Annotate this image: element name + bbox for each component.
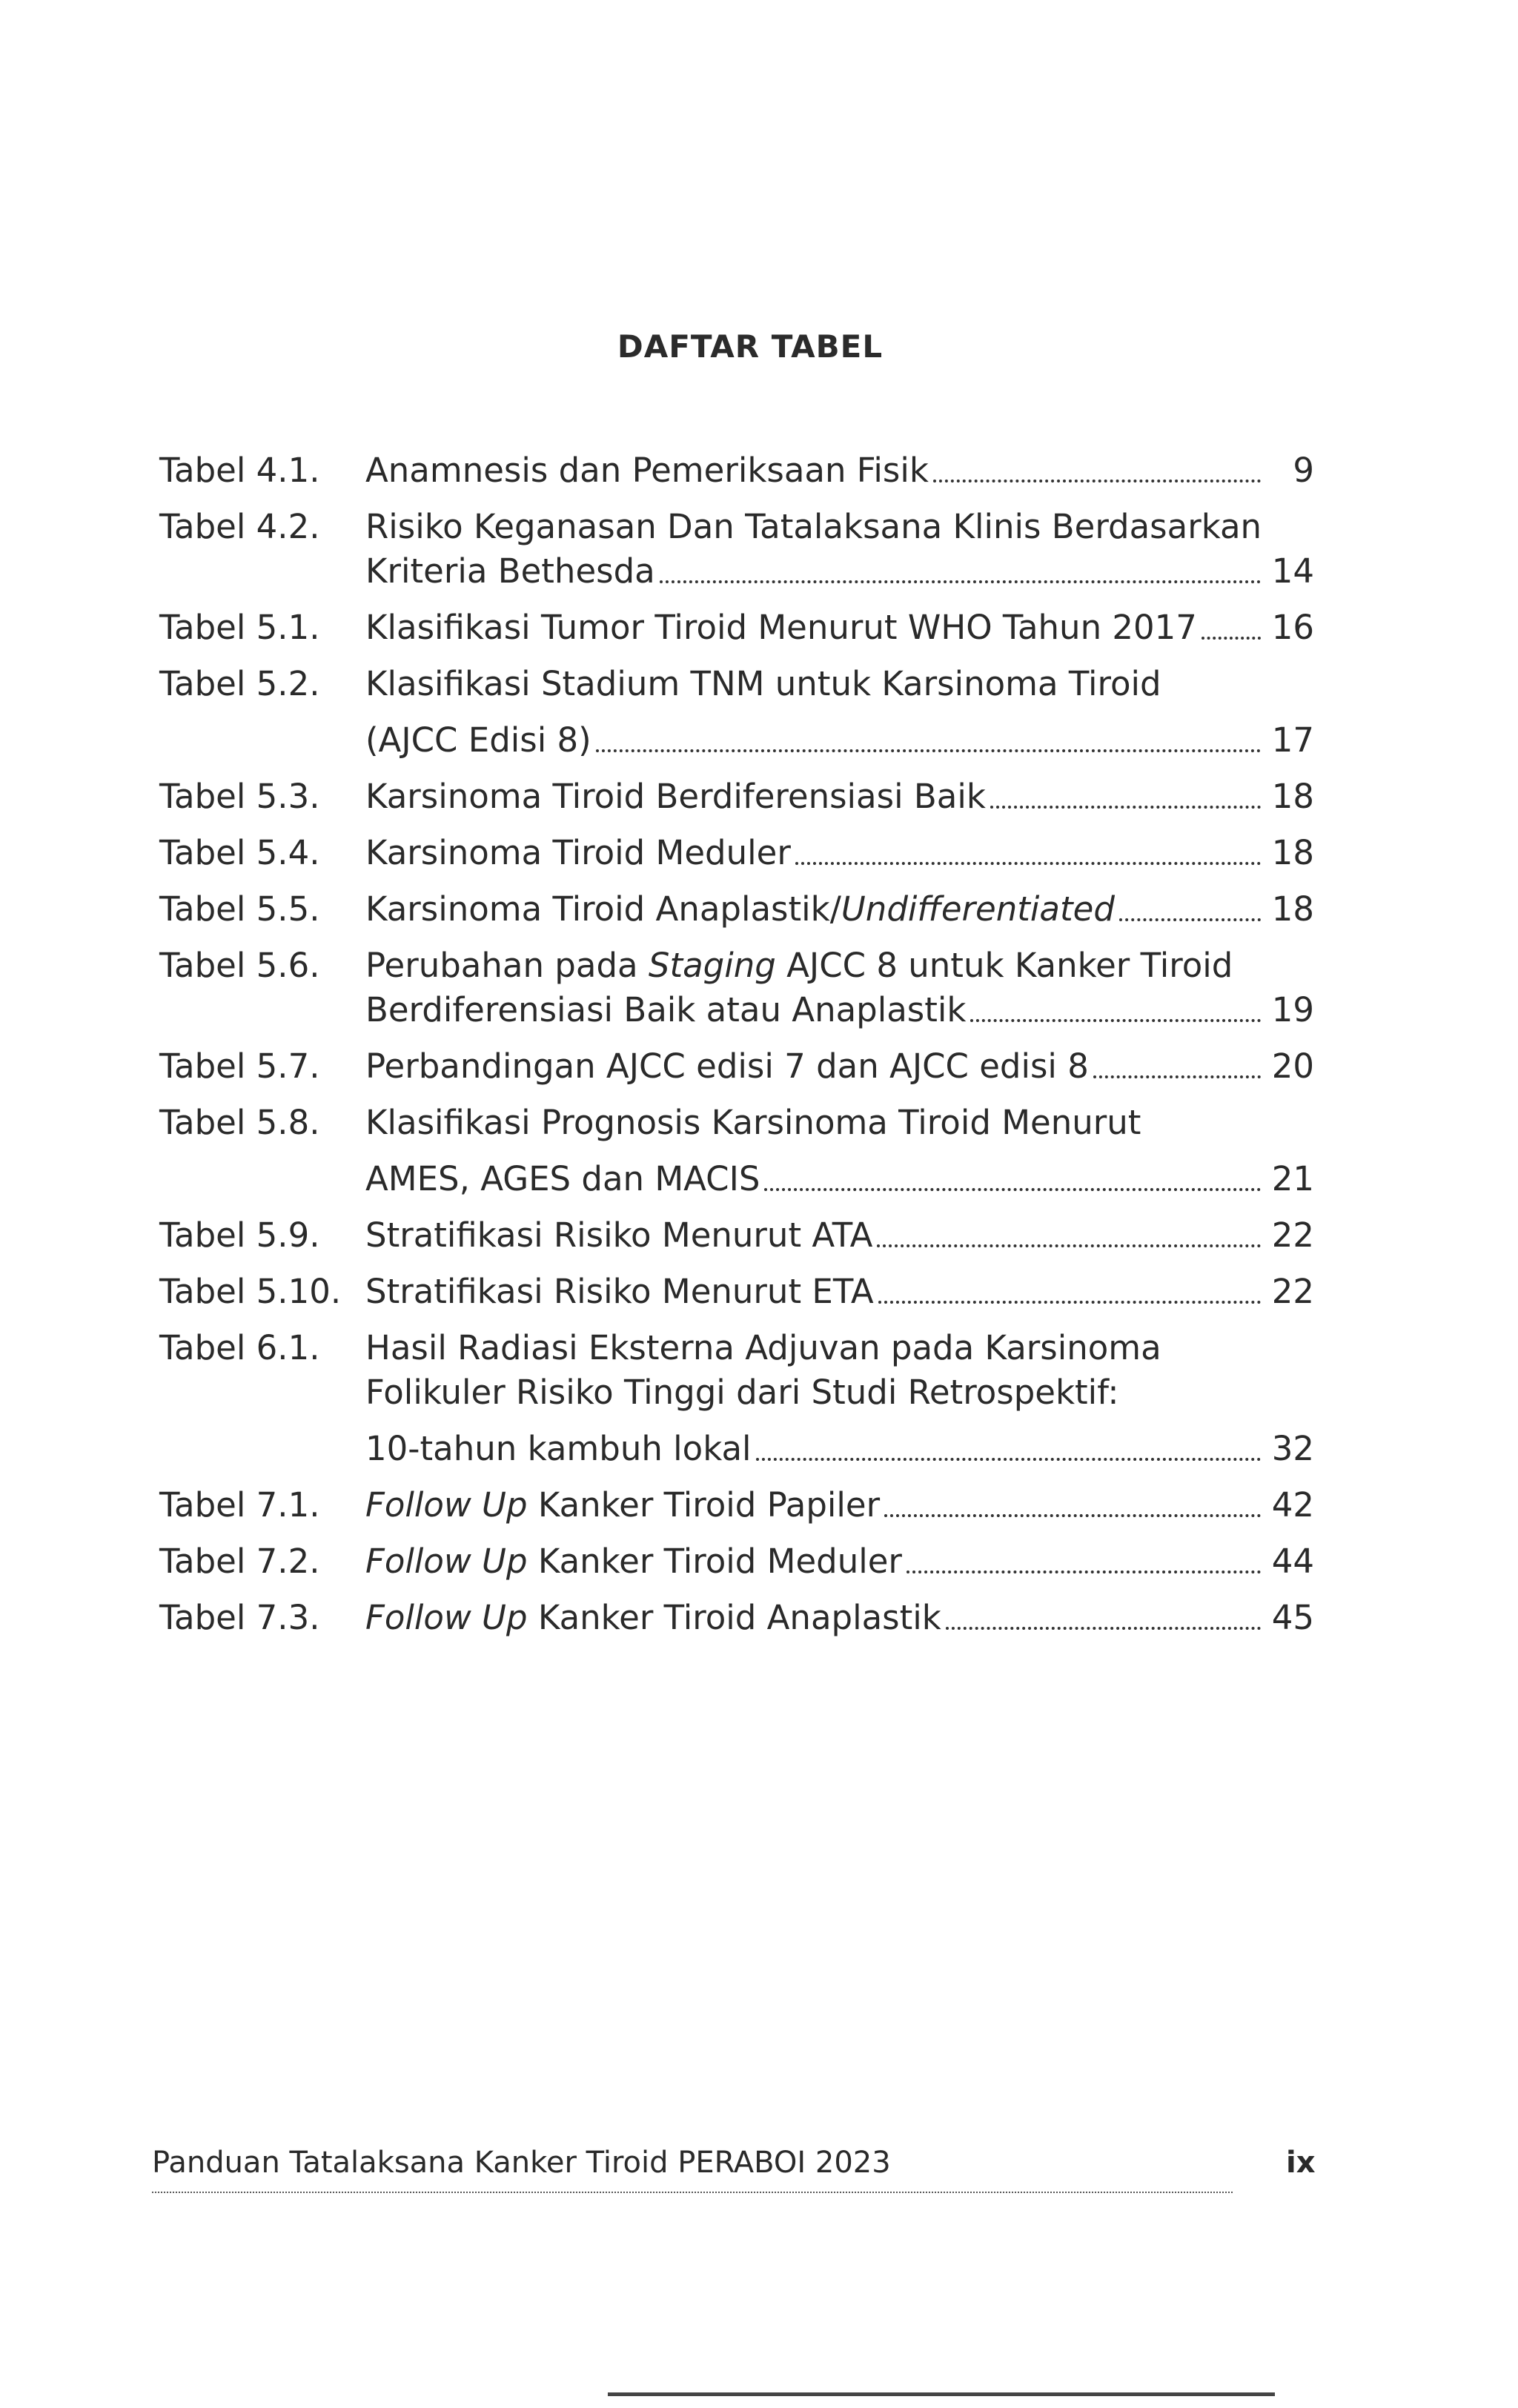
toc-entry[interactable] (0, 1539, 1518, 1584)
toc-entry-title-line: Risiko Keganasan Dan Tatalaksana Klinis Berdasarkan (365, 507, 1262, 546)
toc-entry-label: Tabel 6.1. (159, 1328, 320, 1367)
toc-entry-label: Tabel 5.4. (159, 833, 320, 872)
dot-leader (660, 580, 1261, 583)
toc-entry-title: Berdiferensiasi Baik atau Anaplastik (365, 990, 967, 1029)
toc-entry-title: Karsinoma Tiroid Anaplastik/Undifferentiated (365, 889, 1115, 929)
toc-entry-label: Tabel 5.9. (159, 1215, 320, 1255)
toc-entry-title: Stratifikasi Risiko Menurut ETA (365, 1272, 874, 1311)
toc-entry-label: Tabel 5.6. (159, 946, 320, 985)
toc-entry-page: 18 (1271, 777, 1314, 816)
toc-entry-label: Tabel 5.5. (159, 889, 320, 929)
toc-entry-title-line: Klasifikasi Stadium TNM untuk Karsinoma Tiroid (365, 664, 1161, 703)
toc-entry-title: Klasifikasi Tumor Tiroid Menurut WHO Tahun 2017 (365, 608, 1197, 647)
toc-entry[interactable] (0, 1044, 1518, 1089)
toc-entry-page: 18 (1271, 833, 1314, 872)
toc-entry[interactable] (0, 1596, 1518, 1640)
toc-entry[interactable] (0, 943, 1518, 1032)
toc-entry-title: Karsinoma Tiroid Berdiferensiasi Baik (365, 777, 986, 816)
toc-entry-title: 10-tahun kambuh lokal (365, 1429, 752, 1468)
page-number: ix (1286, 2146, 1316, 2180)
toc-entry-title-line: Perubahan pada Staging AJCC 8 untuk Kanker Tiroid (365, 946, 1233, 985)
dot-leader (877, 1244, 1261, 1247)
toc-entry-page: 22 (1271, 1272, 1314, 1311)
dot-leader (1202, 637, 1261, 640)
toc-entry-title: Stratifikasi Risiko Menurut ATA (365, 1215, 873, 1255)
dot-leader (764, 1188, 1261, 1191)
dot-leader (1093, 1075, 1261, 1078)
toc-entry-page: 20 (1271, 1047, 1314, 1086)
toc-entry[interactable] (0, 887, 1518, 932)
page-title: DAFTAR TABEL (617, 328, 884, 365)
toc-entry-title: Karsinoma Tiroid Meduler (365, 833, 791, 872)
toc-entry-page: 45 (1271, 1598, 1314, 1637)
toc-entry[interactable] (0, 1483, 1518, 1528)
toc-entry-title-line: Hasil Radiasi Eksterna Adjuvan pada Karsinoma (365, 1328, 1161, 1367)
toc-entry[interactable] (0, 448, 1518, 493)
toc-entry-title: Perbandingan AJCC edisi 7 dan AJCC edisi 8 (365, 1047, 1089, 1086)
dot-leader (795, 862, 1261, 865)
footer-divider (152, 2192, 1233, 2193)
toc-entry-page: 21 (1271, 1159, 1314, 1198)
toc-entry-label: Tabel 4.1. (159, 451, 320, 490)
dot-leader (884, 1514, 1261, 1517)
toc-entry-page: 32 (1271, 1429, 1314, 1468)
toc-entry-label: Tabel 5.8. (159, 1103, 320, 1142)
toc-entry-title: Follow Up Kanker Tiroid Meduler (365, 1542, 902, 1581)
toc-entry[interactable] (0, 1213, 1518, 1258)
toc-entry-label: Tabel 5.1. (159, 608, 320, 647)
footer-title: Panduan Tatalaksana Kanker Tiroid PERABOI 2023 (152, 2146, 891, 2180)
toc-entry[interactable] (0, 831, 1518, 875)
toc-entry-title: AMES, AGES dan MACIS (365, 1159, 760, 1198)
toc-entry-label: Tabel 5.10. (159, 1272, 342, 1311)
dot-leader (596, 749, 1261, 752)
toc-entry[interactable] (0, 1326, 1518, 1471)
toc-entry-label: Tabel 5.7. (159, 1047, 320, 1086)
toc-entry[interactable] (0, 1270, 1518, 1314)
toc-entry[interactable] (0, 505, 1518, 594)
toc-entry-title: Follow Up Kanker Tiroid Papiler (365, 1485, 881, 1525)
toc-entry-label: Tabel 4.2. (159, 507, 320, 546)
dot-leader (933, 480, 1261, 482)
toc-entry-title: Follow Up Kanker Tiroid Anaplastik (365, 1598, 941, 1637)
toc-entry-page: 9 (1293, 451, 1314, 490)
page-footer (152, 2146, 1316, 2198)
dot-leader (1119, 918, 1261, 921)
toc-entry-page: 17 (1271, 720, 1314, 760)
dot-leader (970, 1019, 1261, 1022)
page-edge-line (608, 2392, 1275, 2396)
toc-entry-page: 19 (1271, 990, 1314, 1029)
toc-entry-title-line: Folikuler Risiko Tinggi dari Studi Retrospektif: (365, 1373, 1119, 1412)
toc-entry-page: 14 (1271, 551, 1314, 591)
toc-entry[interactable] (0, 775, 1518, 819)
toc-entry-title-line: Klasifikasi Prognosis Karsinoma Tiroid Menurut (365, 1103, 1141, 1142)
toc-entry-page: 22 (1271, 1215, 1314, 1255)
toc-entry-label: Tabel 5.2. (159, 664, 320, 703)
toc-entry-label: Tabel 7.3. (159, 1598, 320, 1637)
toc-entry-title: Anamnesis dan Pemeriksaan Fisik (365, 451, 929, 490)
toc-entry-title: (AJCC Edisi 8) (365, 720, 591, 760)
toc-entry-page: 44 (1271, 1542, 1314, 1581)
dot-leader (946, 1627, 1261, 1630)
table-of-tables (0, 448, 1518, 1640)
toc-entry[interactable] (0, 662, 1518, 763)
toc-entry-page: 42 (1271, 1485, 1314, 1525)
dot-leader (878, 1301, 1261, 1304)
toc-entry[interactable] (0, 606, 1518, 650)
dot-leader (907, 1570, 1261, 1573)
toc-entry-label: Tabel 5.3. (159, 777, 320, 816)
toc-entry-page: 18 (1271, 889, 1314, 929)
toc-entry[interactable] (0, 1101, 1518, 1201)
dot-leader (990, 806, 1261, 809)
toc-entry-label: Tabel 7.2. (159, 1542, 320, 1581)
toc-entry-page: 16 (1271, 608, 1314, 647)
toc-entry-title: Kriteria Bethesda (365, 551, 655, 591)
toc-entry-label: Tabel 7.1. (159, 1485, 320, 1525)
dot-leader (756, 1458, 1261, 1461)
